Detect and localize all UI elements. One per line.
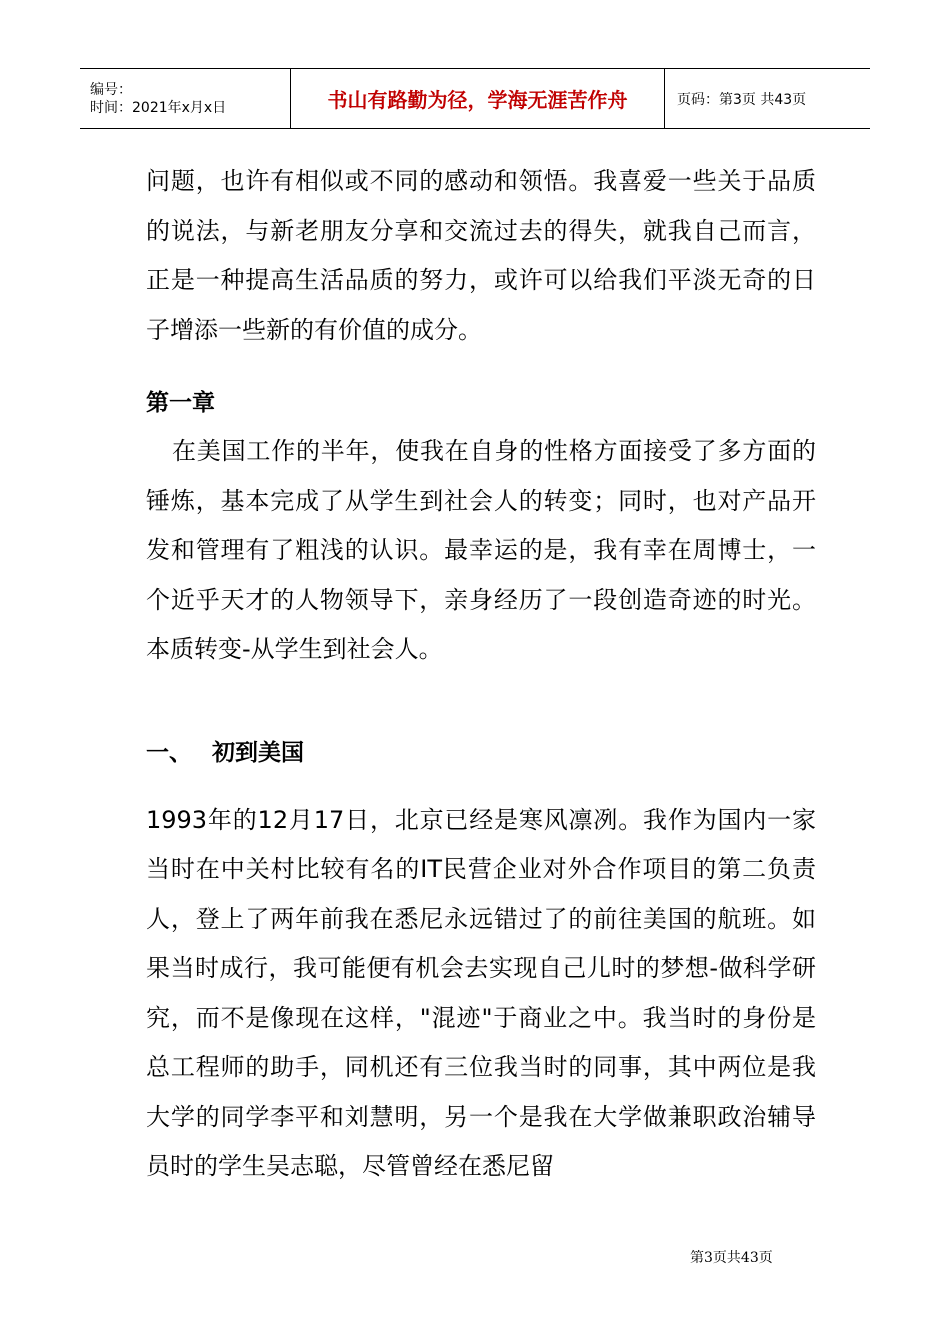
chapter-title: 第一章 [146, 390, 215, 416]
paragraph-arrival: 1993年的12月17日，北京已经是寒风凛冽。我作为国内一家当时在中关村比较有名的IT民营企业对外合作项目的第二负责人，登上了两年前我在悉尼永远错过了的前往美国的航班。如果当时成行，我可能便有机会去实现自己儿时的梦想-做科学研究，而不是像现在这样，"混迹"于商业之中。我当时的身份是总工程师的助手，同机还有三位我当时的同事，其中两位是我大学的同学李平和刘慧明，另一个是我在大学做兼职政治辅导员时的学生吴志聪，尽管曾经在悉尼留 [146, 805, 816, 1180]
header-meta [80, 69, 291, 129]
document-date-label: 时间：2021年x月x日 [90, 99, 227, 116]
header-page-number: 页码：第3页 共43页 [665, 69, 871, 129]
header-motto: 书山有路勤为径，学海无涯苦作舟 [291, 69, 665, 129]
document-body [146, 157, 816, 1192]
page-header [80, 68, 870, 129]
paragraph-intro: 问题，也许有相似或不同的感动和领悟。我喜爱一些关于品质的说法，与新老朋友分享和交流过去的得失，就我自己而言，正是一种提高生活品质的努力，或许可以给我们平淡无奇的日子增添一些新的有价值的成分。 [146, 167, 816, 344]
section-number: 一、 [146, 739, 192, 766]
section-title: 初到美国 [212, 739, 304, 766]
document-number-label: 编号： [90, 81, 132, 98]
page-footer: 第3页共43页 [690, 1250, 773, 1266]
section-heading [146, 733, 816, 773]
paragraph-chapter-one: 在美国工作的半年，使我在自身的性格方面接受了多方面的锤炼，基本完成了从学生到社会人的转变；同时，也对产品开发和管理有了粗浅的认识。最幸运的是，我有幸在周博士，一个近乎天才的人物领导下，亲身经历了一段创造奇迹的时光。本质转变-从学生到社会人。 [146, 437, 816, 663]
